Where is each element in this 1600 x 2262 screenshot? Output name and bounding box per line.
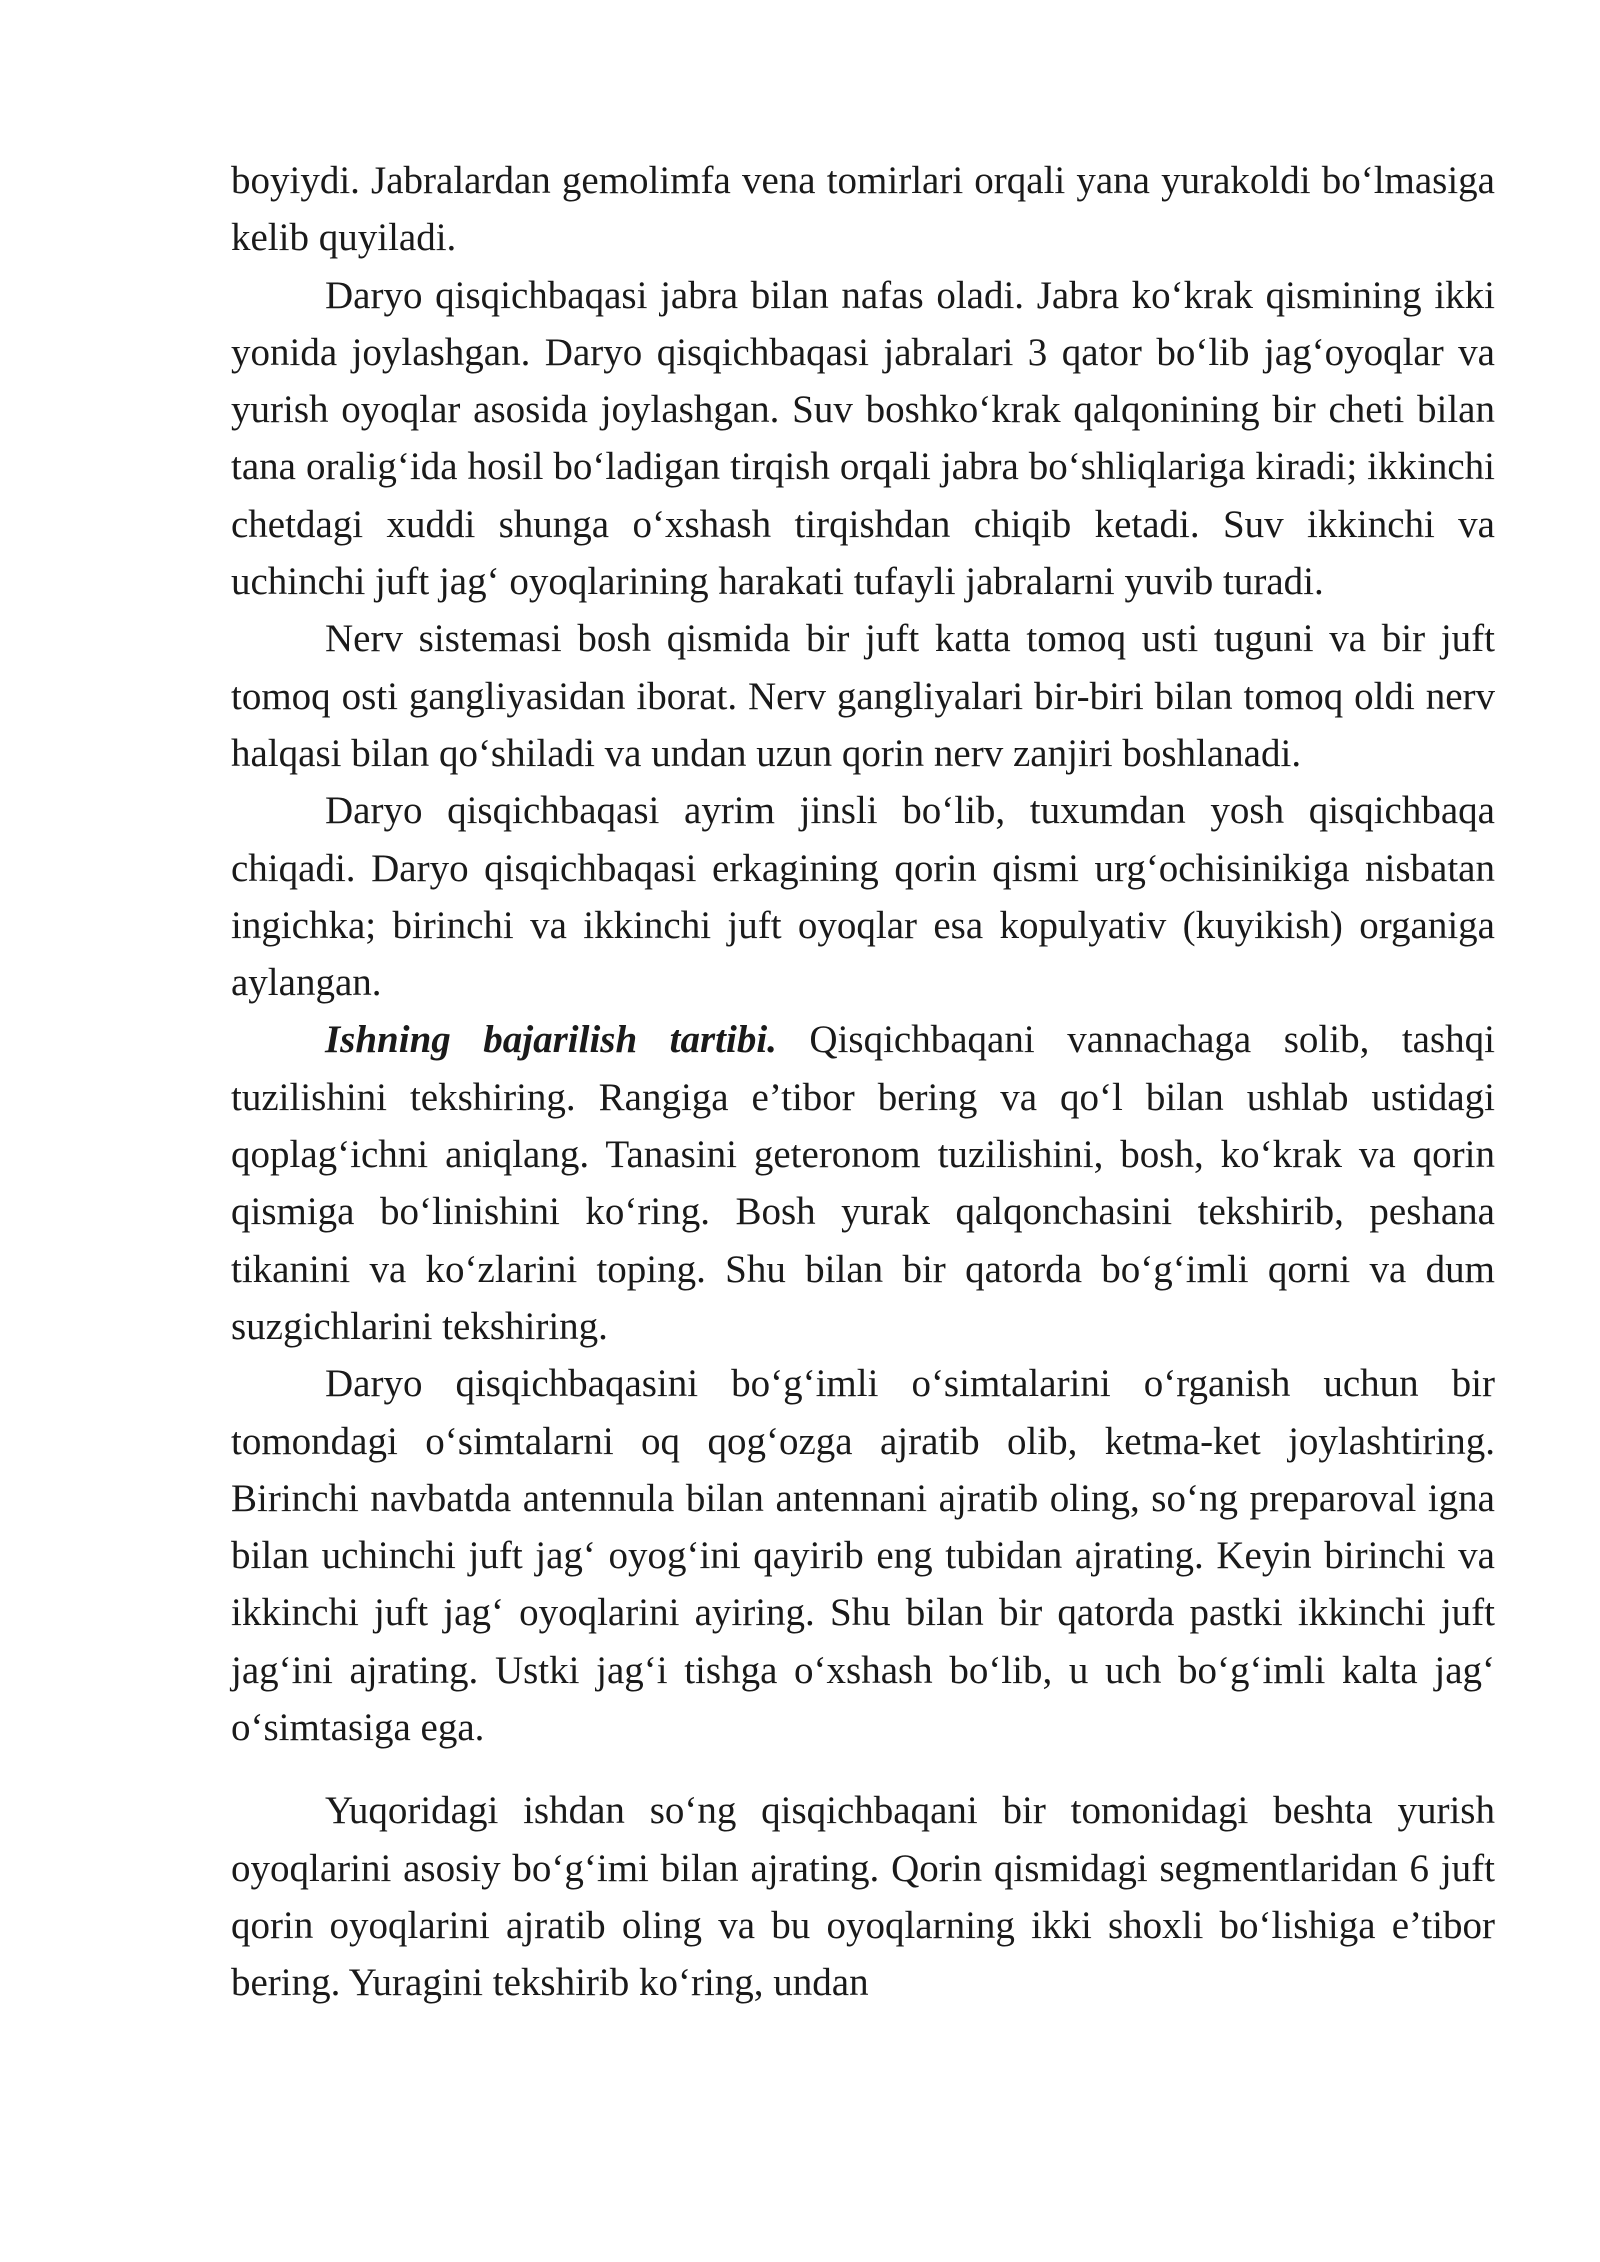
paragraph-continuation: boyiydi. Jabralardan gemolimfa vena tomirlari orqali yana yurakoldi bo‘lmasiga kelib quyiladi. <box>231 159 1495 260</box>
paragraph-reproduction: Daryo qisqichbaqasi ayrim jinsli bo‘lib, tuxumdan yosh qisqichbaqa chiqadi. Daryo qisqichbaqasi erkagining qorin qismi urg‘ochisinikiga nisbatan ingichka; birinchi va ikkinchi juft oyoqlar esa kopulyativ (kuyikish) organiga aylangan. <box>231 789 1495 1005</box>
document-page <box>231 152 1495 2012</box>
paragraph-legs: Yuqoridagi ishdan so‘ng qisqichbaqani bir tomonidagi beshta yurish oyoqlarini asosiy bo‘g‘imi bilan ajrating. Qorin qismidagi segmentlaridan 6 juft qorin oyoqlarini ajratib oling va bu oyoqlarning ikki shoxli bo‘lishiga e’tibor bering. Yuragini tekshirib ko‘ring, undan <box>231 1789 1495 2005</box>
paragraph-nervous-system: Nerv sistemasi bosh qismida bir juft katta tomoq usti tuguni va bir juft tomoq osti gangliyasidan iborat. Nerv gangliyalari bir-biri bilan tomoq oldi nerv halqasi bilan qo‘shiladi va undan uzun qorin nerv zanjiri boshlanadi. <box>231 617 1495 775</box>
paragraph-appendages: Daryo qisqichbaqasini bo‘g‘imli o‘simtalarini o‘rganish uchun bir tomondagi o‘simtalarni oq qog‘ozga ajratib olib, ketma-ket joylashtiring. Birinchi navbatda antennula bilan antennani ajratib oling, so‘ng preparoval igna bilan uchinchi juft jag‘ oyog‘ini qayirib eng tubidan ajrating. Keyin birinchi va ikkinchi juft jag‘ oyoqlarini ayiring. Shu bilan bir qatorda pastki ikkinchi juft jag‘ini ajrating. Ustki jag‘i tishga o‘xshash bo‘lib, u uch bo‘g‘imli kalta jag‘ o‘simtasiga ega. <box>231 1362 1495 1750</box>
procedure-heading: Ishning bajarilish tartibi. <box>325 1018 777 1062</box>
procedure-text: Qisqichbaqani vannachaga solib, tashqi tuzilishini tekshiring. Rangiga e’tibor bering va qo‘l bilan ushlab ustidagi qoplag‘ichni aniqlang. Tanasini geteronom tuzilishini, bosh, ko‘krak va qorin qismiga bo‘linishini ko‘ring. Bosh yurak qalqonchasini tekshirib, peshana tikanini va ko‘zlarini toping. Shu bilan bir qatorda bo‘g‘imli qorni va dum suzgichlarini tekshiring. <box>231 1018 1495 1348</box>
paragraph-respiration: Daryo qisqichbaqasi jabra bilan nafas oladi. Jabra ko‘krak qismining ikki yonida joylashgan. Daryo qisqichbaqasi jabralari 3 qator bo‘lib jag‘oyoqlar va yurish oyoqlar asosida joylashgan. Suv boshko‘krak qalqonining bir cheti bilan tana oralig‘ida hosil bo‘ladigan tirqish orqali jabra bo‘shliqlariga kiradi; ikkinchi chetdagi xuddi shunga o‘xshash tirqishdan chiqib ketadi. Suv ikkinchi va uchinchi juft jag‘ oyoqlarining harakati tufayli jabralarni yuvib turadi. <box>231 273 1495 604</box>
paragraph-procedure <box>231 1011 1495 1355</box>
